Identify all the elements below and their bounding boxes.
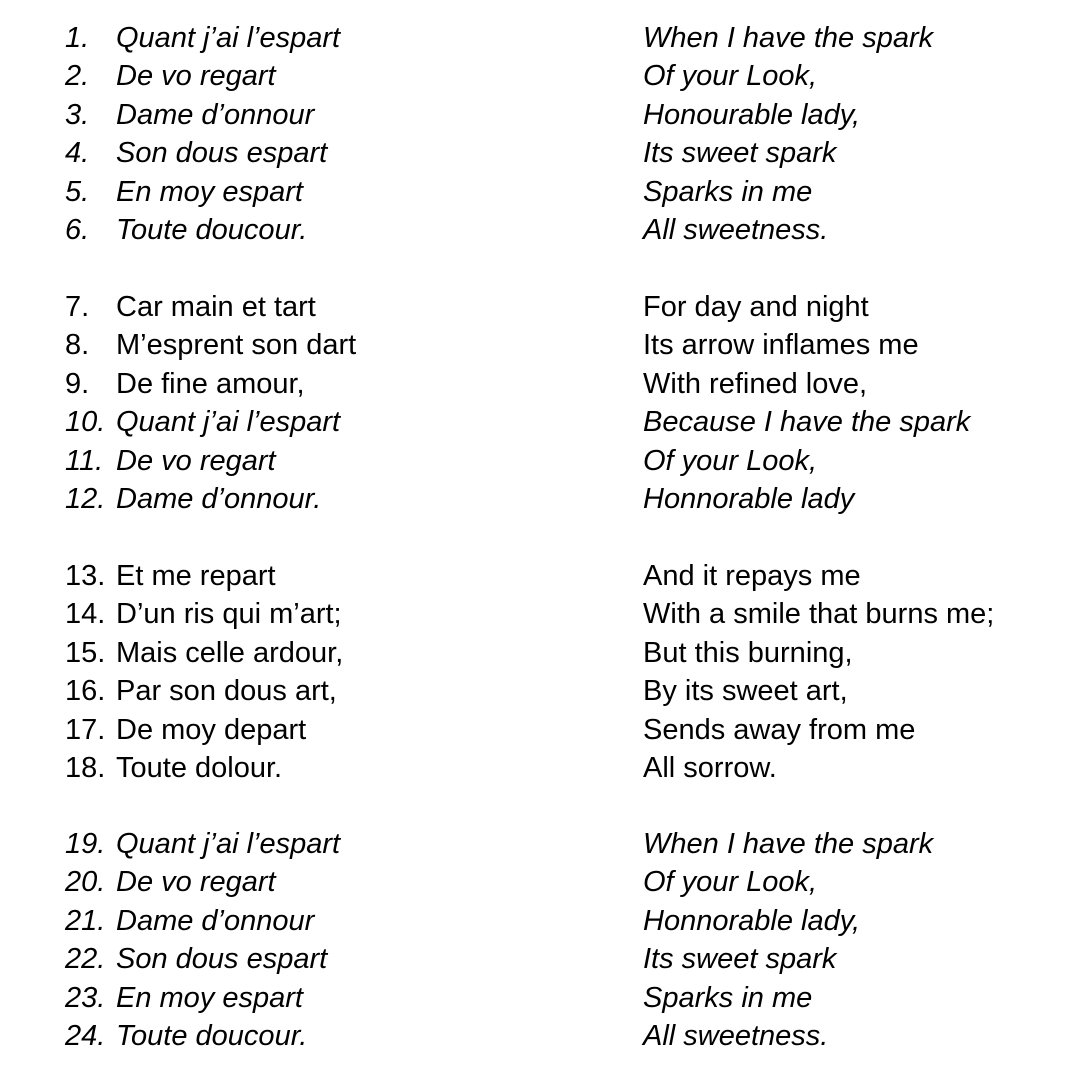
line-number: 13. bbox=[65, 560, 106, 592]
line-number: 5. bbox=[65, 175, 90, 208]
french-text: Quant j’ai l’espart bbox=[116, 828, 341, 860]
verse-line bbox=[0, 979, 1077, 1017]
stanza-1 bbox=[0, 19, 1077, 249]
french-text: De vo regart bbox=[116, 60, 276, 93]
english-translation: Honourable lady, bbox=[643, 98, 861, 131]
french-text: M’esprent son dart bbox=[116, 329, 357, 362]
english-translation: When I have the spark bbox=[643, 828, 934, 860]
verse-line bbox=[0, 863, 1077, 901]
french-text: Son dous espart bbox=[116, 137, 328, 170]
line-number: 20. bbox=[65, 866, 106, 899]
verse-line bbox=[0, 134, 1077, 172]
verse-line bbox=[0, 940, 1077, 978]
english-translation: When I have the spark bbox=[643, 22, 934, 54]
french-text: De vo regart bbox=[116, 866, 276, 899]
verse-line bbox=[0, 19, 1077, 57]
verse-line bbox=[0, 288, 1077, 326]
french-text: En moy espart bbox=[116, 981, 303, 1014]
line-number: 8. bbox=[65, 329, 90, 362]
french-text: Quant j’ai l’espart bbox=[116, 22, 341, 54]
line-number: 14. bbox=[65, 598, 106, 631]
line-number: 21. bbox=[65, 904, 106, 937]
line-number: 9. bbox=[65, 367, 90, 400]
stanza-4 bbox=[0, 825, 1077, 1055]
line-number: 22. bbox=[65, 943, 106, 976]
line-number: 15. bbox=[65, 636, 106, 669]
line-number: 1. bbox=[65, 22, 90, 54]
verse-line bbox=[0, 825, 1077, 863]
verse-line bbox=[0, 326, 1077, 364]
line-number: 16. bbox=[65, 675, 106, 708]
english-translation: Sparks in me bbox=[643, 175, 813, 208]
english-translation: Because I have the spark bbox=[643, 406, 971, 439]
english-translation: All sweetness. bbox=[643, 1019, 829, 1052]
line-number: 6. bbox=[65, 213, 90, 246]
line-number: 18. bbox=[65, 751, 106, 784]
english-translation: But this burning, bbox=[643, 636, 853, 669]
french-text: Toute doucour. bbox=[116, 1019, 308, 1052]
french-text: De vo regart bbox=[116, 444, 276, 477]
verse-line bbox=[0, 902, 1077, 940]
line-number: 7. bbox=[65, 291, 90, 323]
english-translation: Honnorable lady bbox=[643, 482, 855, 515]
french-text: Son dous espart bbox=[116, 943, 328, 976]
verse-line bbox=[0, 711, 1077, 749]
english-translation: With a smile that burns me; bbox=[643, 598, 995, 631]
french-text: Par son dous art, bbox=[116, 675, 337, 708]
verse-line bbox=[0, 557, 1077, 595]
english-translation: Its sweet spark bbox=[643, 943, 837, 976]
english-translation: All sorrow. bbox=[643, 751, 777, 784]
french-text: Toute dolour. bbox=[116, 751, 283, 784]
french-text: De fine amour, bbox=[116, 367, 305, 400]
line-number: 11. bbox=[65, 444, 104, 477]
verse-line bbox=[0, 57, 1077, 95]
english-translation: Of your Look, bbox=[643, 866, 818, 899]
verse-line bbox=[0, 480, 1077, 518]
verse-line bbox=[0, 365, 1077, 403]
french-text: Dame d’onnour bbox=[116, 904, 315, 937]
line-number: 4. bbox=[65, 137, 90, 170]
verse-line bbox=[0, 749, 1077, 787]
line-number: 24. bbox=[65, 1019, 106, 1052]
french-text: Mais celle ardour, bbox=[116, 636, 344, 669]
english-translation: And it repays me bbox=[643, 560, 861, 592]
line-number: 2. bbox=[65, 60, 90, 93]
french-text: Et me repart bbox=[116, 560, 276, 592]
english-translation: For day and night bbox=[643, 291, 869, 323]
french-text: Quant j’ai l’espart bbox=[116, 406, 341, 439]
french-text: Toute doucour. bbox=[116, 213, 308, 246]
verse-line bbox=[0, 595, 1077, 633]
line-number: 19. bbox=[65, 828, 106, 860]
verse-line bbox=[0, 634, 1077, 672]
french-text: En moy espart bbox=[116, 175, 303, 208]
line-number: 12. bbox=[65, 482, 106, 515]
english-translation: By its sweet art, bbox=[643, 675, 848, 708]
stanza-2 bbox=[0, 288, 1077, 518]
english-translation: Its arrow inflames me bbox=[643, 329, 919, 362]
french-text: Car main et tart bbox=[116, 291, 316, 323]
french-text: Dame d’onnour. bbox=[116, 482, 322, 515]
english-translation: Honnorable lady, bbox=[643, 904, 861, 937]
english-translation: All sweetness. bbox=[643, 213, 829, 246]
line-number: 23. bbox=[65, 981, 106, 1014]
verse-line bbox=[0, 96, 1077, 134]
line-number: 10. bbox=[65, 406, 106, 439]
english-translation: With refined love, bbox=[643, 367, 868, 400]
verse-line bbox=[0, 211, 1077, 249]
english-translation: Of your Look, bbox=[643, 60, 818, 93]
french-text: Dame d’onnour bbox=[116, 98, 315, 131]
line-number: 3. bbox=[65, 98, 90, 131]
french-text: De moy depart bbox=[116, 713, 307, 746]
english-translation: Of your Look, bbox=[643, 444, 818, 477]
verse-line bbox=[0, 442, 1077, 480]
stanza-3 bbox=[0, 557, 1077, 787]
verse-line bbox=[0, 403, 1077, 441]
verse-line bbox=[0, 672, 1077, 710]
verse-line bbox=[0, 173, 1077, 211]
french-text: D’un ris qui m’art; bbox=[116, 598, 342, 631]
english-translation: Sparks in me bbox=[643, 981, 813, 1014]
line-number: 17. bbox=[65, 713, 106, 746]
verse-line bbox=[0, 1017, 1077, 1055]
english-translation: Sends away from me bbox=[643, 713, 916, 746]
english-translation: Its sweet spark bbox=[643, 137, 837, 170]
